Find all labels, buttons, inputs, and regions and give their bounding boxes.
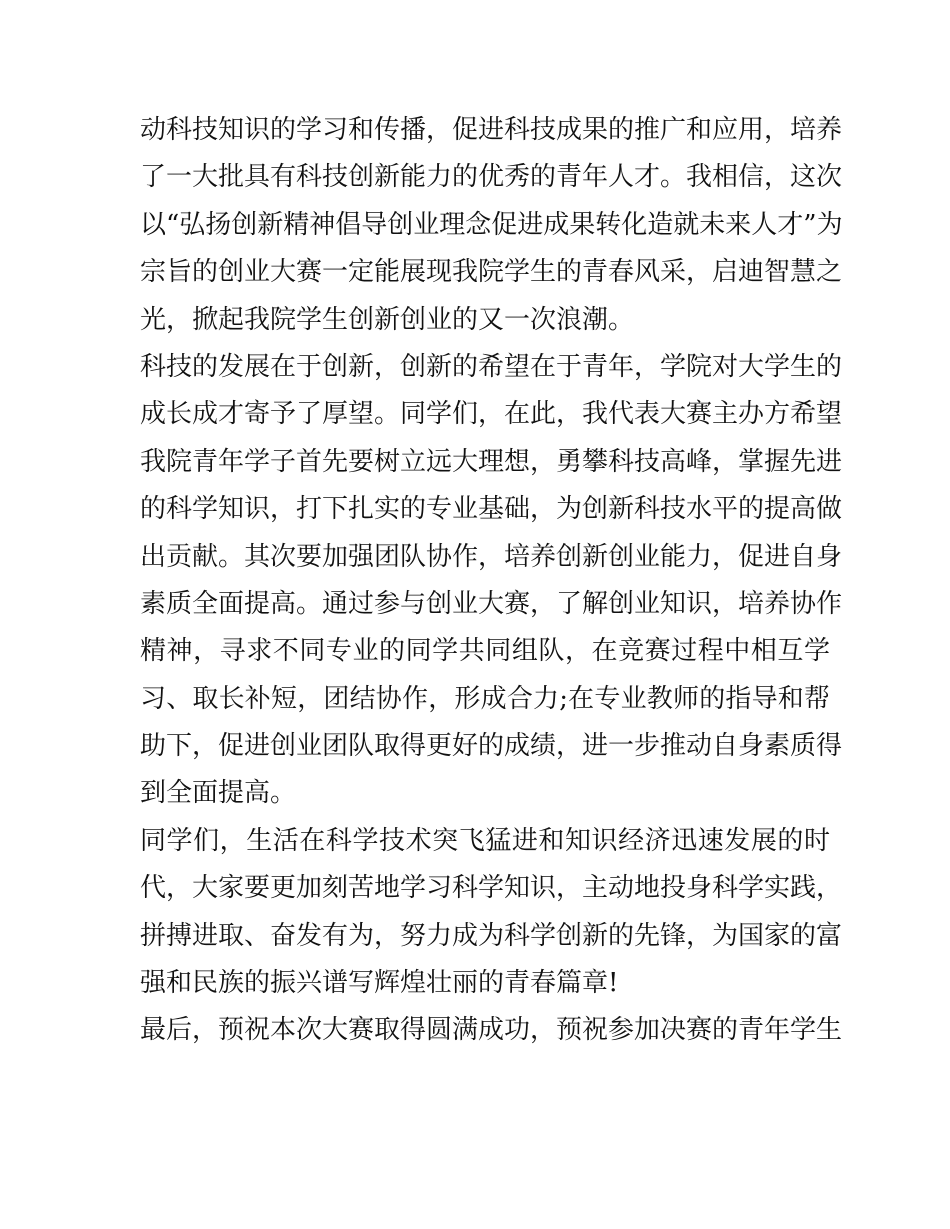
text-line-15: 到全面提高。 (140, 778, 297, 809)
text-line-5: 光，掀起我院学生创新创业的又一次浪潮。 (140, 304, 635, 335)
text-line-8: 我院青年学子首先要树立远大理想，勇攀科技高峰，掌握先进 (140, 446, 843, 477)
text-line-17: 代，大家要更加刻苦地学习科学知识，主动地投身科学实践， (140, 873, 843, 904)
text-line-19: 强和民族的振兴谱写辉煌壮丽的青春篇章! (140, 968, 619, 999)
text-line-16: 同学们，生活在科学技术突飞猛进和知识经济迅速发展的时 (140, 825, 830, 856)
document-body (140, 107, 843, 1055)
text-line-1: 动科技知识的学习和传播，促进科技成果的推广和应用，培养 (140, 115, 843, 145)
text-line-14: 助下，促进创业团队取得更好的成绩，进一步推动自身素质得 (140, 731, 843, 762)
text-line-6: 科技的发展在于创新，创新的希望在于青年，学院对大学生的 (140, 351, 843, 382)
text-line-9: 的科学知识，打下扎实的专业基础，为创新科技水平的提高做 (140, 494, 843, 525)
text-line-7: 成长成才寄予了厚望。同学们，在此，我代表大赛主办方希望 (140, 399, 843, 430)
text-line-4: 宗旨的创业大赛一定能展现我院学生的青春风采，启迪智慧之 (140, 257, 843, 288)
text-line-11: 素质全面提高。通过参与创业大赛，了解创业知识，培养协作 (140, 588, 843, 619)
text-line-10: 出贡献。其次要加强团队协作，培养创新创业能力，促进自身 (140, 541, 843, 572)
text-line-20: 最后，预祝本次大赛取得圆满成功，预祝参加决赛的青年学生 (140, 1015, 843, 1046)
text-line-12: 精神，寻求不同专业的同学共同组队，在竞赛过程中相互学 (140, 636, 830, 667)
text-line-2: 了一大批具有科技创新能力的优秀的青年人才。我相信，这次 (140, 162, 843, 193)
text-line-18: 拼搏进取、奋发有为，努力成为科学创新的先锋，为国家的富 (140, 920, 843, 951)
text-line-13: 习、取长补短，团结协作，形成合力;在专业教师的指导和帮 (140, 683, 830, 714)
text-line-3: 以“弘扬创新精神倡导创业理念促进成果转化造就未来人才”为 (140, 209, 843, 240)
